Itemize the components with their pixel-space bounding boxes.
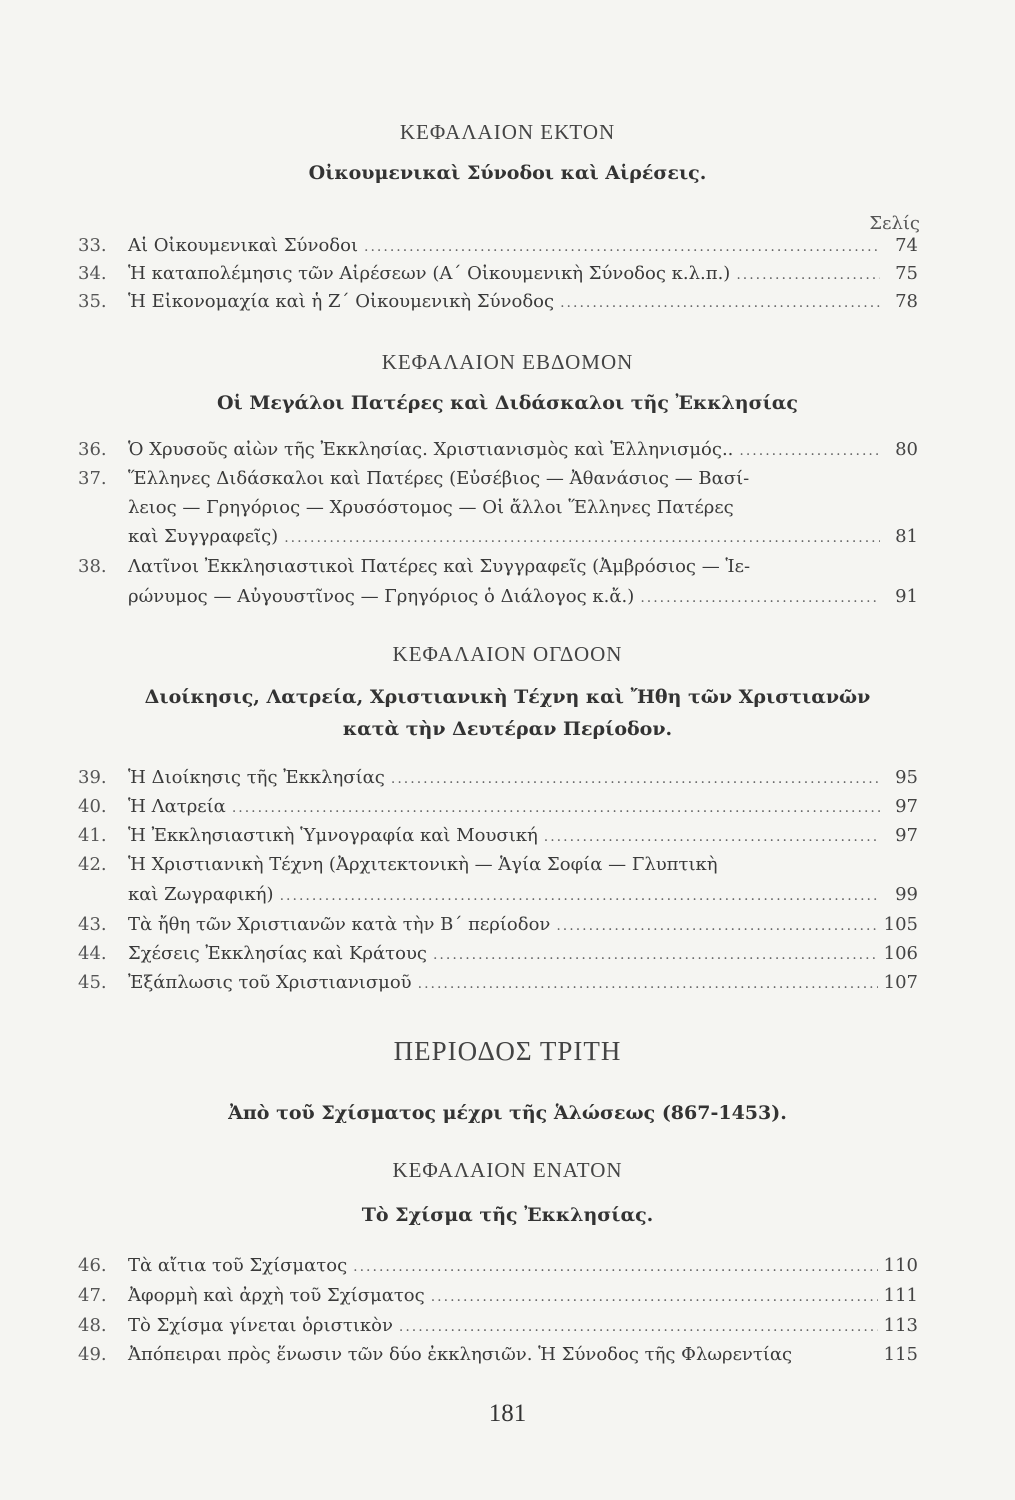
- entry-number: 44.: [78, 943, 107, 964]
- entry-page: 97: [895, 796, 918, 817]
- leader-dots: [284, 526, 880, 550]
- entry-title-line: Ἕλληνες Διδάσκαλοι καὶ Πατέρες (Εὐσέβιος — Ἀθανάσιος — Βασί-: [128, 468, 750, 489]
- entry-title-line: καὶ Συγγραφεῖς): [128, 526, 279, 547]
- leader-dots: [391, 767, 880, 791]
- page-column-header: Σελίς: [869, 213, 920, 234]
- entry-page: 106: [883, 943, 918, 964]
- entry-number: 38.: [78, 556, 107, 577]
- toc-entry-continuation: [128, 525, 918, 549]
- chapter-8-subtitle-line1: Διοίκησις, Λατρεία, Χριστιανικὴ Τέχνη καὶ Ἤθη τῶν Χριστιανῶν: [144, 686, 871, 708]
- leader-dots: [433, 943, 878, 967]
- period-heading: ΠΕΡΙΟΔΟΣ ΤΡΙΤΗ: [393, 1036, 622, 1066]
- entry-title: Αἱ Οἰκουμενικαὶ Σύνοδοι: [128, 235, 359, 256]
- entry-title: Ὁ Χρυσοῦς αἰὼν τῆς Ἐκκλησίας. Χριστιανισμὸς καὶ Ἑλληνισμός..: [128, 439, 734, 460]
- chapter-7-heading: ΚΕΦΑΛΑΙΟΝ ΕΒΔΟΜΟΝ: [381, 350, 634, 374]
- entry-page: 105: [883, 914, 918, 935]
- entry-page: 91: [895, 586, 918, 607]
- leader-dots: [232, 796, 880, 820]
- toc-entry-continuation: [128, 883, 918, 907]
- toc-entry[interactable]: [78, 438, 918, 462]
- toc-entry[interactable]: [78, 1343, 918, 1367]
- entry-number: 42.: [78, 854, 107, 875]
- toc-entry-continuation: [128, 496, 918, 520]
- entry-number: 45.: [78, 972, 107, 993]
- entry-number: 43.: [78, 914, 107, 935]
- entry-page: 95: [895, 767, 918, 788]
- entry-number: 40.: [78, 796, 107, 817]
- leader-dots: [399, 1315, 878, 1339]
- entry-title: Τὸ Σχίσμα γίνεται ὁριστικὸν: [128, 1315, 393, 1336]
- entry-title-line: Ἡ Χριστιανικὴ Τέχνη (Ἀρχιτεκτονικὴ — Ἁγία Σοφία — Γλυπτικὴ: [128, 854, 718, 875]
- entry-title-line: λειος — Γρηγόριος — Χρυσόστομος — Οἱ ἄλλοι Ἕλληνες Πατέρες: [128, 497, 734, 518]
- entry-title: Τὰ αἴτια τοῦ Σχίσματος: [128, 1255, 348, 1276]
- entry-page: 115: [883, 1344, 918, 1365]
- entry-title-line: καὶ Ζωγραφική): [128, 884, 274, 905]
- toc-entry[interactable]: [78, 795, 918, 819]
- entry-number: 37.: [78, 468, 107, 489]
- entry-title: Ἡ Λατρεία: [128, 796, 226, 817]
- chapter-8-heading: ΚΕΦΑΛΑΙΟΝ ΟΓΔΟΟΝ: [392, 642, 623, 666]
- leader-dots: [544, 825, 880, 849]
- entry-title: Ἀπόπειραι πρὸς ἕνωσιν τῶν δύο ἐκκλησιῶν. Ἡ Σύνοδος τῆς Φλωρεντίας: [128, 1344, 793, 1365]
- toc-entry[interactable]: [78, 971, 918, 995]
- entry-title: Ἐξάπλωσις τοῦ Χριστιανισμοῦ: [128, 972, 412, 993]
- entry-number: 46.: [78, 1255, 107, 1276]
- entry-number: 41.: [78, 825, 107, 846]
- entry-page: 75: [895, 263, 918, 284]
- chapter-6-heading: ΚΕΦΑΛΑΙΟΝ ΕΚΤΟΝ: [399, 120, 616, 144]
- entry-page: 113: [883, 1315, 918, 1336]
- toc-entry[interactable]: [78, 234, 918, 258]
- chapter-6-subtitle: Οἰκουμενικαὶ Σύνοδοι καὶ Αἱρέσεις.: [308, 162, 707, 184]
- entry-number: 35.: [78, 291, 107, 312]
- leader-dots: [736, 263, 880, 287]
- toc-entry[interactable]: [78, 262, 918, 286]
- entry-number: 48.: [78, 1315, 107, 1336]
- toc-entry[interactable]: [78, 555, 918, 579]
- entry-title: Τὰ ἤθη τῶν Χριστιανῶν κατὰ τὴν Β΄ περίοδον: [128, 914, 551, 935]
- entry-number: 33.: [78, 235, 107, 256]
- entry-title: Ἡ καταπολέμησις τῶν Αἱρέσεων (Α΄ Οἰκουμενικὴ Σύνοδος κ.λ.π.): [128, 263, 731, 284]
- chapter-9-heading: ΚΕΦΑΛΑΙΟΝ ΕΝΑΤΟΝ: [392, 1158, 623, 1182]
- entry-number: 36.: [78, 439, 107, 460]
- chapter-8-subtitle-line2: κατὰ τὴν Δευτέραν Περίοδον.: [342, 718, 673, 740]
- entry-page: 110: [883, 1255, 918, 1276]
- entry-title: Ἡ Εἰκονομαχία καὶ ἡ Ζ΄ Οἰκουμενικὴ Σύνοδος: [128, 291, 555, 312]
- entry-number: 39.: [78, 767, 107, 788]
- entry-title-line: Λατῖνοι Ἐκκλησιαστικοὶ Πατέρες καὶ Συγγραφεῖς (Ἀμβρόσιος — Ἱε-: [128, 556, 751, 577]
- toc-entry[interactable]: [78, 1284, 918, 1308]
- leader-dots: [431, 1285, 878, 1309]
- entry-number: 47.: [78, 1285, 107, 1306]
- toc-entry[interactable]: [78, 766, 918, 790]
- toc-entry[interactable]: [78, 824, 918, 848]
- toc-entry[interactable]: [78, 1254, 918, 1278]
- entry-page: 111: [883, 1285, 918, 1306]
- entry-title: Ἡ Διοίκησις τῆς Ἐκκλησίας: [128, 767, 385, 788]
- leader-dots: [418, 972, 878, 996]
- chapter-9-subtitle: Τὸ Σχίσμα τῆς Ἐκκλησίας.: [361, 1204, 654, 1226]
- leader-dots: [640, 586, 880, 610]
- leader-dots: [353, 1255, 877, 1279]
- entry-title: Ἀφορμὴ καὶ ἀρχὴ τοῦ Σχίσματος: [128, 1285, 425, 1306]
- entry-page: 97: [895, 825, 918, 846]
- leader-dots: [739, 439, 880, 463]
- entry-page: 99: [895, 884, 918, 905]
- entry-page: 74: [895, 235, 918, 256]
- period-subtitle: Ἀπὸ τοῦ Σχίσματος μέχρι τῆς Ἁλώσεως (867-1453).: [228, 1102, 787, 1124]
- toc-entry[interactable]: [78, 467, 918, 491]
- entry-page: 80: [895, 439, 918, 460]
- toc-entry[interactable]: [78, 290, 918, 314]
- leader-dots: [364, 235, 880, 259]
- chapter-7-subtitle: Οἱ Μεγάλοι Πατέρες καὶ Διδάσκαλοι τῆς Ἐκκλησίας: [217, 392, 798, 414]
- toc-entry[interactable]: [78, 1314, 918, 1338]
- leader-dots: [556, 914, 877, 938]
- toc-entry[interactable]: [78, 853, 918, 877]
- entry-number: 49.: [78, 1344, 107, 1365]
- entry-page: 78: [895, 291, 918, 312]
- toc-entry[interactable]: [78, 942, 918, 966]
- leader-dots: [280, 884, 880, 908]
- entry-title: Σχέσεις Ἐκκλησίας καὶ Κράτους: [128, 943, 427, 964]
- entry-title: Ἡ Ἐκκλησιαστικὴ Ὑμνογραφία καὶ Μουσική: [128, 825, 538, 846]
- leader-dots: [560, 291, 880, 315]
- entry-page: 107: [883, 972, 918, 993]
- entry-page: 81: [895, 526, 918, 547]
- toc-entry[interactable]: [78, 913, 918, 937]
- entry-number: 34.: [78, 263, 107, 284]
- page-number: 181: [488, 1400, 527, 1427]
- entry-title-line: ρώνυμος — Αὐγουστῖνος — Γρηγόριος ὁ Διάλογος κ.ἄ.): [128, 586, 635, 607]
- toc-entry-continuation: [128, 585, 918, 609]
